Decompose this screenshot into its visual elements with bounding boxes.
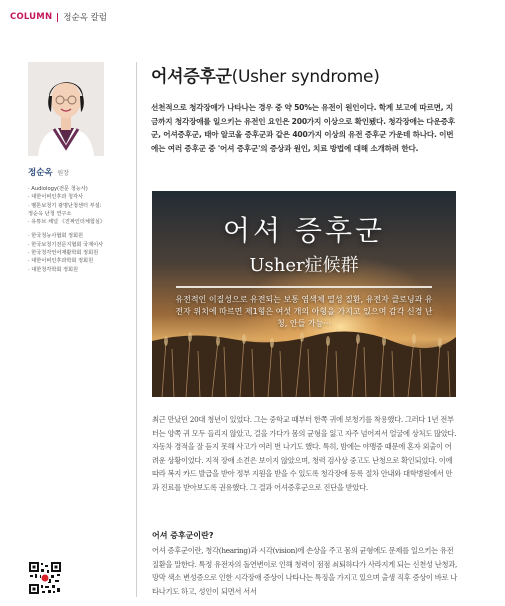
article-subheading: 어셔 증후군이란? bbox=[152, 531, 214, 540]
column-header bbox=[10, 10, 107, 24]
affiliation-item: · 한국청능사협회 정회원 bbox=[28, 233, 84, 240]
credential-item: · 벨톤보청기 광명난청센터 부설: bbox=[28, 202, 102, 209]
author-sidebar bbox=[28, 62, 124, 274]
credential-item: · 유튜브 채널 《진짜인더체험실》 bbox=[28, 219, 106, 226]
qr-code-icon[interactable] bbox=[28, 561, 62, 595]
affiliation-item: · 대한이비인후과학회 정회원 bbox=[28, 258, 94, 265]
article-main bbox=[151, 62, 459, 155]
article-body: 최근 만났던 20대 청년이 있었다. 그는 중학교 때부터 한쪽 귀에 보청기를 착용했다. 그러다 1년 전부터는 양쪽 귀 모두 들리지 않았고, 걸을 가다가 몸의 균형을 잃고 자주 넘어져서 얼굴에 상처도 많았다. 자동차 경적을 잘 듣지 못해 사고가 여러 번 나기도 했다. 특히, 밤에는 야맹증 때문에 혼자 외출이 어려운 상황이었다. 지적 장애 소견은 보이지 않았으며, 청력 검사상 중고도 난청으로 확인되었다. 이에 따라 복지 카드 발급을 받아 정부 지원을 받을 수 있도록 청각장애 등록 절차 안내와 대학병원에서 안과 진료를 받아보도록 권유했다. 그 결과 어셔증후군으로 진단을 받았다. bbox=[152, 415, 457, 492]
author-photo bbox=[28, 62, 104, 156]
hero-image bbox=[152, 191, 456, 397]
affiliation-item: · 한국보청기전문지협회 국제이사 bbox=[28, 241, 104, 248]
header-divider bbox=[57, 13, 58, 22]
column-label: COLUMN bbox=[10, 12, 53, 22]
affiliation-item: · 대한청각학회 정회원 bbox=[28, 266, 79, 273]
credential-item: 정순옥 난청 연구소 bbox=[28, 210, 72, 217]
hero-caption: 유전적인 이질성으로 유전되는 보통 염색체 열성 질환, 유전자 클로닝과 유전자 위치에 따르면 제1형은 여섯 개의 아형을 가지고 있으며 감각 신경 난청, 안들 가능··· bbox=[175, 295, 433, 328]
author-affiliations bbox=[28, 232, 124, 273]
author-name: 정순옥 bbox=[28, 168, 53, 178]
credential-item: · 대한이비인후과 청각사 bbox=[28, 194, 84, 201]
affiliation-item: · 한국청각언어재활학회 정회원 bbox=[28, 250, 99, 257]
author-credentials bbox=[28, 185, 124, 226]
article-title-ko: 어셔증후군 bbox=[151, 67, 232, 87]
hero-title-ko: 어셔 증후군 bbox=[222, 214, 386, 247]
article-title bbox=[151, 62, 459, 87]
article-lead: 선천적으로 청각장애가 나타나는 경우 중 약 50%는 유전이 원인이다. 학계 보고에 따르면, 지금까지 청각장애를 일으키는 유전인 요인은 200가지 이상으로 확인됐다. 청각장애는 다운증후군, 어셔증후군, 태아 알코올 증후군과 같은 400가지 이상의 유전 증후군 가운데 하나다. 이번에는 여러 증후군 중 '어셔 증후군'의 증상과 원인, 치료 방법에 대해 소개하려 한다. bbox=[151, 103, 455, 153]
article-body-2: 어셔 증후군이란, 청각(hearing)과 시각(vision)에 손상을 주고 몸의 균형에도 문제를 일으키는 유전 질환을 말한다. 특정 유전자의 돌연변이로 인해 청력이 점점 쇠퇴하다가 사라지게 되는 신천성 난청과, 망막 색소 변성증으로 인한 시각장애 증상이 나타나는 특징을 가지고 있으며 출생 직후 증상이 바로 나타나기도 하고, 성인이 되면서 서서 bbox=[152, 546, 457, 596]
author-title: 원장 bbox=[57, 170, 69, 177]
author-name-row bbox=[28, 166, 124, 178]
article-title-en: (Usher syndrome) bbox=[231, 67, 380, 87]
column-divider bbox=[136, 62, 137, 597]
column-name: 정순옥 칼럼 bbox=[63, 13, 108, 23]
hero-divider bbox=[176, 286, 432, 288]
hero-title-en: Usher症候群 bbox=[249, 255, 359, 276]
credential-item: · Audiology(전문 청능사) bbox=[28, 186, 88, 192]
